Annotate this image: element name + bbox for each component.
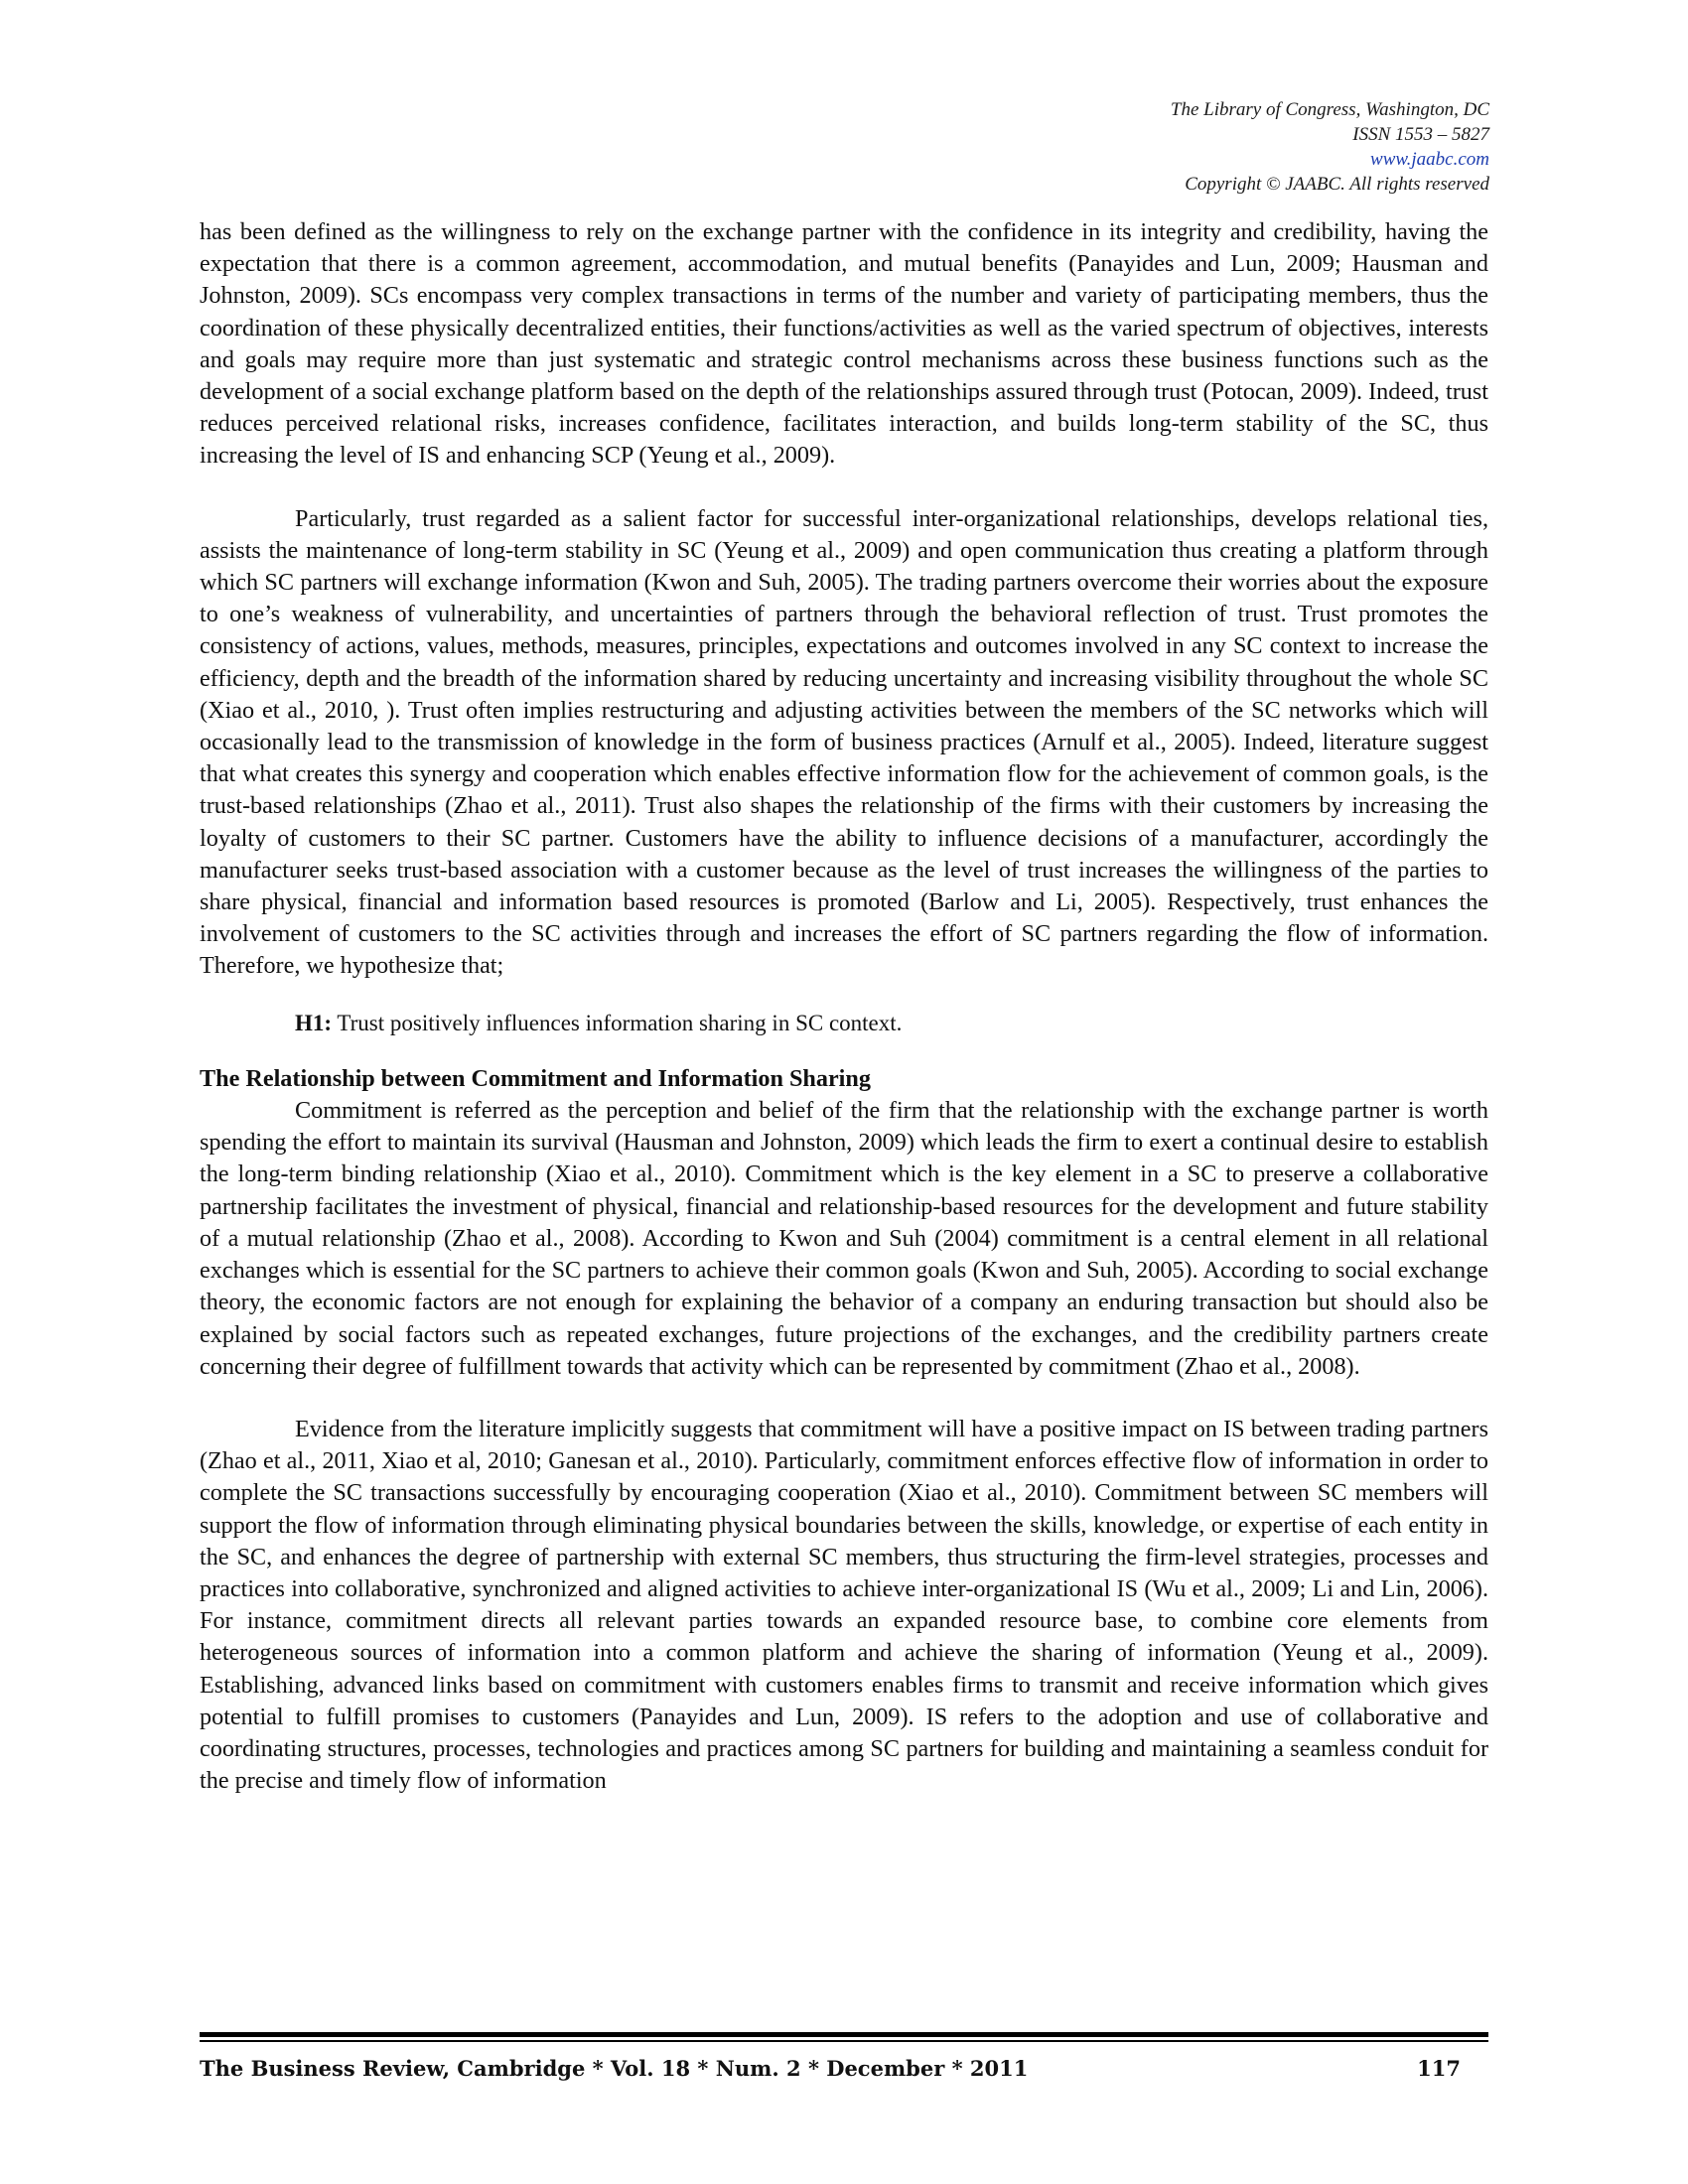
running-header xyxy=(894,97,1489,197)
header-website-link[interactable]: www.jaabc.com xyxy=(1370,149,1489,170)
paragraph-commitment-definition: Commitment is referred as the perception and belief of the firm that the relationship with the exchange partner is worth spending the effort to maintain its survival (Hausman and Johnston, 2009) which leads the firm to exert a continual desire to establish the long-term binding relationship (Xiao et al., 2010). Commitment which is the key element in a SC to preserve a collaborative partnership facilitates the investment of physical, financial and relationship-based resources for the development and future stability of a mutual relationship (Zhao et al., 2008). According to Kwon and Suh (2004) commitment is a central element in all relational exchanges which is essential for the SC partners to achieve their common goals (Kwon and Suh, 2005). According to social exchange theory, the economic factors are not enough for explaining the behavior of a company an enduring transaction but should also be explained by social factors such as repeated exchanges, future projections of the exchanges, and the credibility partners create concerning their degree of fulfillment towards that activity which can be represented by commitment (Zhao et al., 2008). xyxy=(200,1097,1488,1380)
paragraph-trust-salient-factor: Particularly, trust regarded as a salient factor for successful inter-organizational relationships, develops relational ties, assists the maintenance of long-term stability in SC (Yeung et al., 2009) and open communication thus creating a platform through which SC partners will exchange information (Kwon and Suh, 2005). The trading partners overcome their worries about the exposure to one’s weakness of vulnerability, and uncertainties of partners through the behavioral reflection of trust. Trust promotes the consistency of actions, values, methods, measures, principles, expectations and outcomes involved in any SC context to increase the efficiency, depth and the breadth of the information shared by reducing uncertainty and increasing visibility throughout the whole SC (Xiao et al., 2010, ). Trust often implies restructuring and adjusting activities between the members of the SC networks which will occasionally lead to the transmission of knowledge in the form of business practices (Arnulf et al., 2005). Indeed, literature suggest that what creates this synergy and cooperation which enables effective information flow for the achievement of common goals, is the trust-based relationships (Zhao et al., 2011). Trust also shapes the relationship of the firms with their customers by increasing the loyalty of customers to their SC partner. Customers have the ability to influence decisions of a manufacturer, accordingly the manufacturer seeks trust-based association with a customer because as the level of trust increases the willingness of the parties to share physical, financial and information based resources is promoted (Barlow and Li, 2005). Respectively, trust enhances the involvement of customers to the SC activities through and increases the effort of SC partners regarding the flow of information. Therefore, we hypothesize that; xyxy=(200,504,1488,980)
footer-journal-citation: The Business Review, Cambridge * Vol. 18 * Num. 2 * December * 2011 xyxy=(200,2056,1029,2081)
section-heading: The Relationship between Commitment and Information Sharing xyxy=(200,1064,871,1092)
footer-rule-thin xyxy=(200,2040,1488,2042)
page-number: 117 xyxy=(1417,2056,1461,2081)
paragraph-commitment-evidence: Evidence from the literature implicitly suggests that commitment will have a positive impact on IS between trading partners (Zhao et al., 2011, Xiao et al, 2010; Ganesan et al., 2010). Particularly, commitment enforces effective flow of information in order to complete the SC transactions successfully by encouraging cooperation (Xiao et al., 2010). Commitment between SC members will support the flow of information through eliminating physical boundaries between the skills, knowledge, or expertise of each entity in the SC, and enhances the degree of partnership with external SC members, thus structuring the firm-level strategies, processes and practices into collaborative, synchronized and aligned activities to achieve inter-organizational IS (Wu et al., 2009; Li and Lin, 2006). For instance, commitment directs all relevant parties towards an expanded resource base, to combine core elements from heterogeneous sources of information into a common platform and achieve the sharing of information (Yeung et al., 2009). Establishing, advanced links based on commitment with customers enables firms to transmit and receive information which gives potential to fulfill promises to customers (Panayides and Lun, 2009). IS refers to the adoption and use of collaborative and coordinating structures, processes, technologies and practices among SC partners for building and maintaining a seamless conduit for the precise and timely flow of information xyxy=(200,1415,1488,1795)
hypothesis-h1 xyxy=(295,1008,1488,1039)
footer-rule-thick xyxy=(200,2032,1488,2037)
header-issn-line: ISSN 1553 – 5827 xyxy=(1352,124,1489,145)
hypothesis-label: H1: xyxy=(295,1010,333,1035)
hypothesis-text: Trust positively influences information sharing in SC context. xyxy=(337,1010,903,1035)
article-body xyxy=(200,216,1488,1797)
paragraph-trust-definition: has been defined as the willingness to rely on the exchange partner with the confidence in its integrity and credibility, having the expectation that there is a common agreement, accommodation, and mutual benefits (Panayides and Lun, 2009; Hausman and Johnston, 2009). SCs encompass very complex transactions in terms of the number and variety of participating members, thus the coordination of these physically decentralized entities, their functions/activities as well as the varied spectrum of objectives, interests and goals may require more than just systematic and strategic control mechanisms across these business functions such as the development of a social exchange platform based on the depth of the relationships assured through trust (Potocan, 2009). Indeed, trust reduces perceived relational risks, increases confidence, facilitates interaction, and builds long-term stability of the SC, thus increasing the level of IS and enhancing SCP (Yeung et al., 2009). xyxy=(200,218,1488,470)
header-copyright-line: Copyright © JAABC. All rights reserved xyxy=(1185,174,1489,195)
header-library-line: The Library of Congress, Washington, DC xyxy=(1170,99,1489,120)
